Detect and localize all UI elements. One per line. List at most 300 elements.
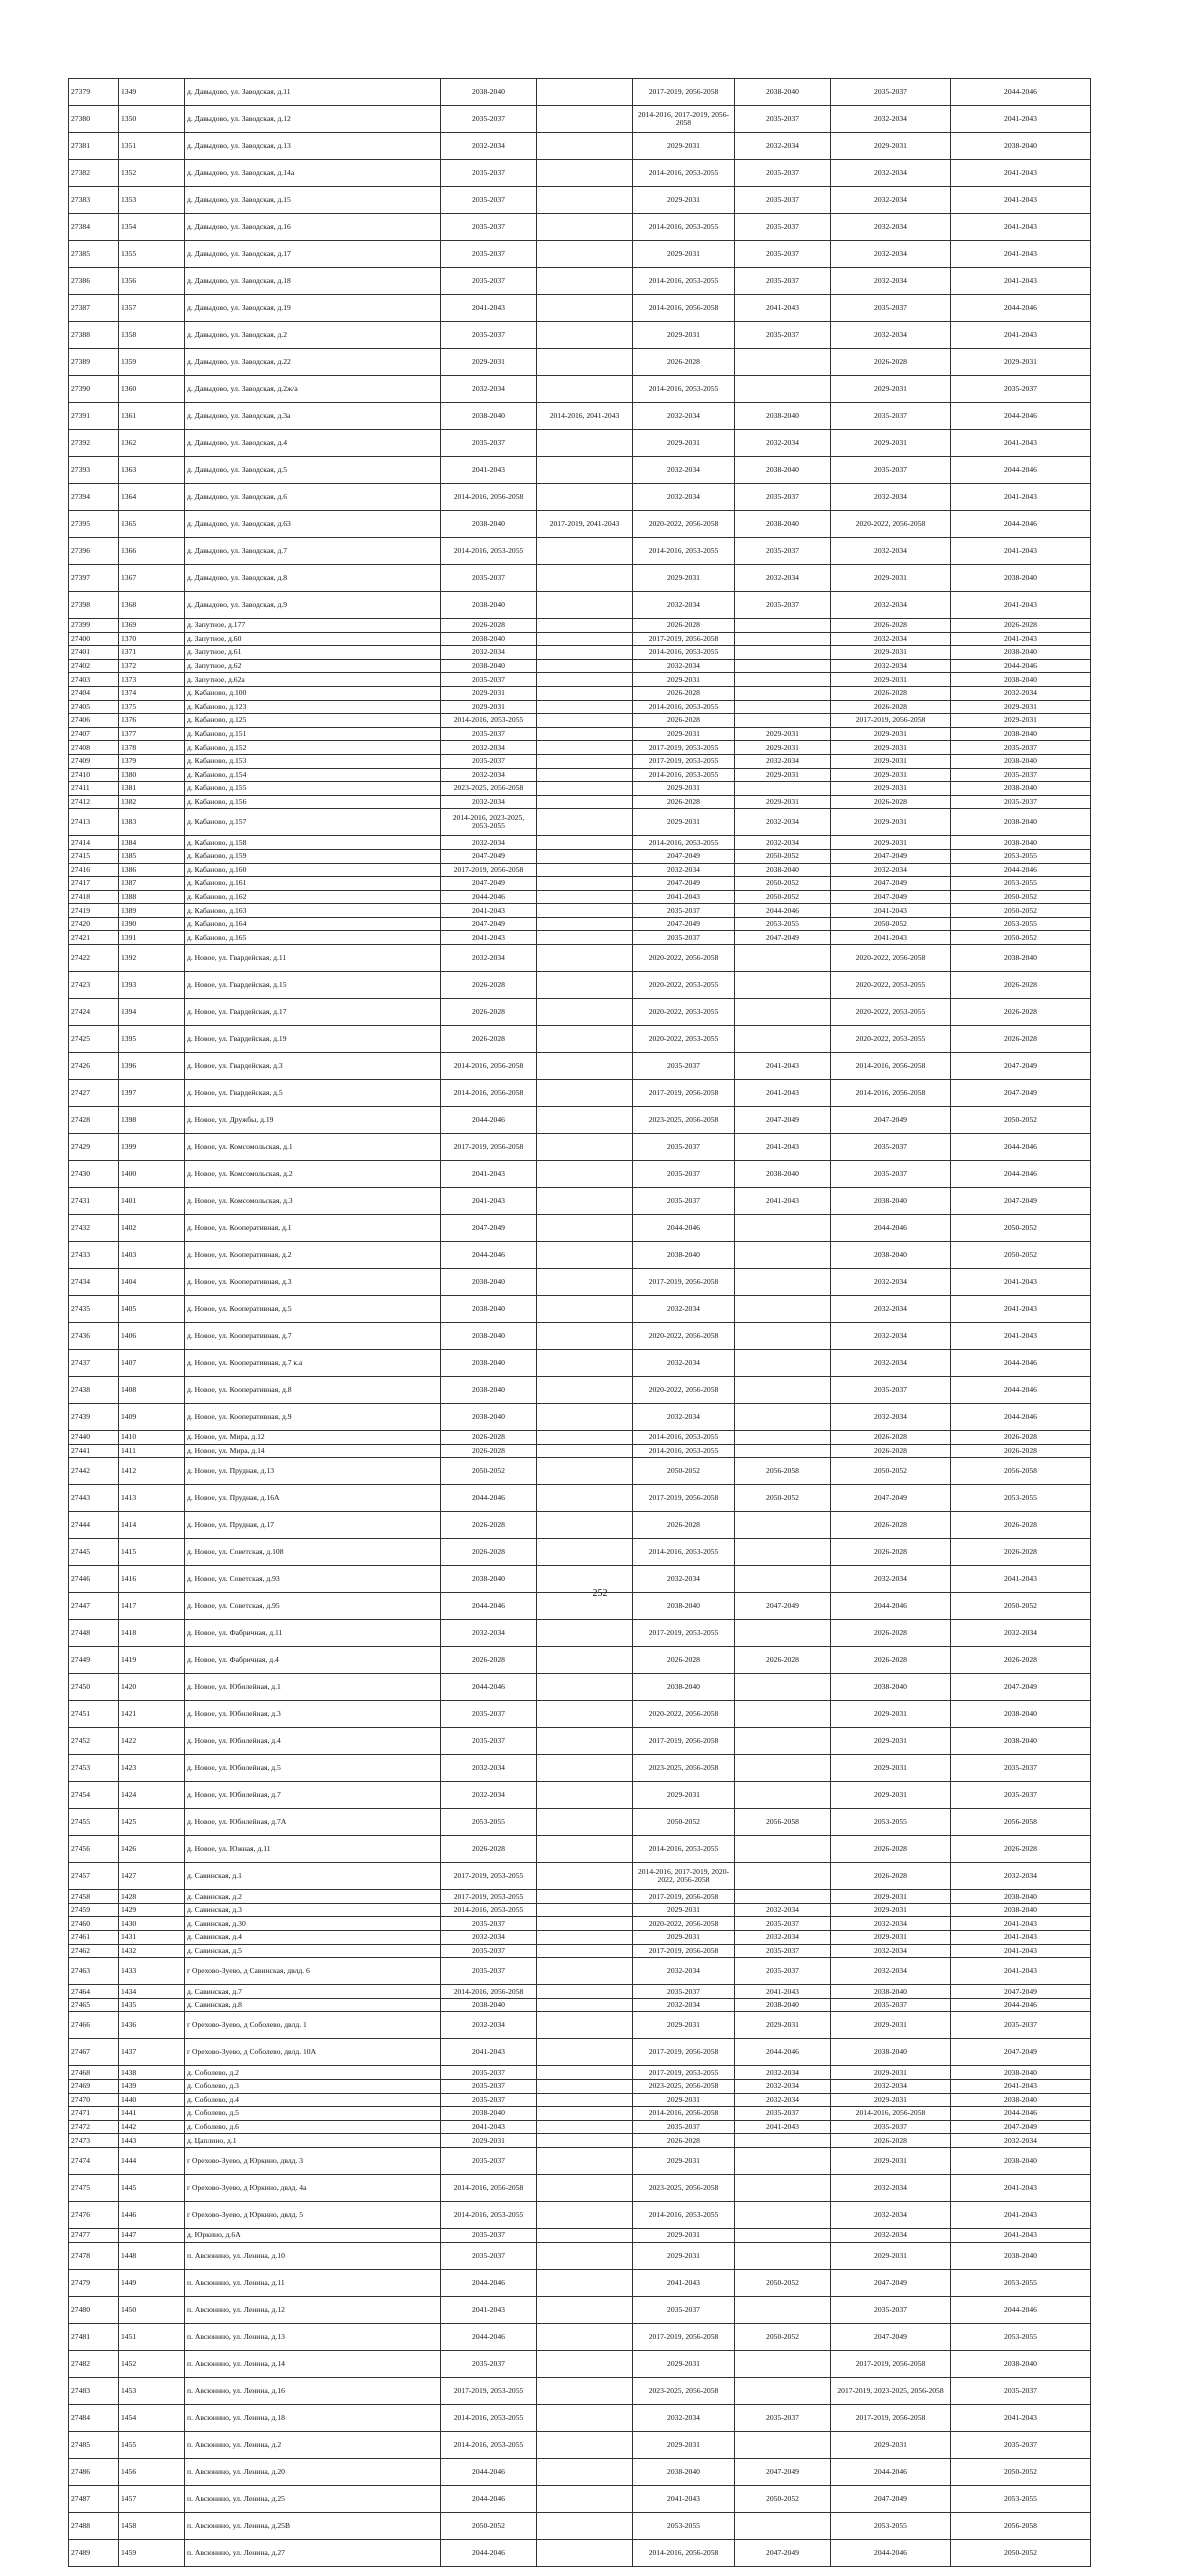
table-cell xyxy=(537,1647,633,1674)
table-cell xyxy=(537,1931,633,1945)
table-row xyxy=(69,295,1091,322)
table-cell: д. Новое, ул. Фабричная, д.11 xyxy=(185,1620,441,1647)
table-cell: д. Новое, ул. Советская, д.93 xyxy=(185,1566,441,1593)
table-row xyxy=(69,2242,1091,2269)
table-row xyxy=(69,1728,1091,1755)
table-cell: 2032-2034 xyxy=(633,457,735,484)
table-cell xyxy=(537,106,633,133)
table-cell: 2035-2037 xyxy=(633,1985,735,1999)
table-cell: д. Кабаново, д.151 xyxy=(185,727,441,741)
table-cell: 2035-2037 xyxy=(831,403,951,430)
table-cell: 2041-2043 xyxy=(735,1188,831,1215)
table-cell: 2050-2052 xyxy=(951,1242,1091,1269)
table-cell: г Орехово-Зуево, д Соболево, двлд. 10А xyxy=(185,2039,441,2066)
table-row xyxy=(69,1053,1091,1080)
table-cell: 2053-2055 xyxy=(951,917,1091,931)
table-cell: 2035-2037 xyxy=(633,1161,735,1188)
table-cell: 2026-2028 xyxy=(441,1836,537,1863)
table-cell: 2044-2046 xyxy=(735,904,831,918)
table-cell: 2038-2040 xyxy=(951,1701,1091,1728)
table-cell: 2026-2028 xyxy=(633,619,735,633)
table-cell: 1428 xyxy=(119,1890,185,1904)
table-cell: 2041-2043 xyxy=(951,241,1091,268)
table-cell: 1351 xyxy=(119,133,185,160)
table-cell: 2035-2037 xyxy=(951,741,1091,755)
table-cell: 2029-2031 xyxy=(633,727,735,741)
table-cell: 2050-2052 xyxy=(441,1458,537,1485)
table-cell xyxy=(537,1701,633,1728)
table-cell: 1354 xyxy=(119,214,185,241)
table-cell: 2044-2046 xyxy=(735,2039,831,2066)
table-cell: 1359 xyxy=(119,349,185,376)
table-cell: 27396 xyxy=(69,538,119,565)
table-cell: 1416 xyxy=(119,1566,185,1593)
table-cell: 2041-2043 xyxy=(633,890,735,904)
table-cell: д. Кабаново, д.155 xyxy=(185,782,441,796)
table-cell: 27487 xyxy=(69,2485,119,2512)
table-row xyxy=(69,727,1091,741)
table-cell: 27399 xyxy=(69,619,119,633)
table-cell: 2035-2037 xyxy=(441,2080,537,2094)
table-cell: 1355 xyxy=(119,241,185,268)
table-cell: д. Новое, ул. Гвардейская, д.5 xyxy=(185,1080,441,1107)
table-cell: п. Авсюнино, ул. Ленина, д.14 xyxy=(185,2350,441,2377)
table-cell: 2017-2019, 2053-2055 xyxy=(633,754,735,768)
table-cell: 2047-2049 xyxy=(735,2458,831,2485)
table-cell: 1353 xyxy=(119,187,185,214)
table-cell: 2032-2034 xyxy=(735,836,831,850)
table-cell: 2047-2049 xyxy=(951,2039,1091,2066)
table-cell: 2017-2019, 2053-2055 xyxy=(633,741,735,755)
table-cell xyxy=(537,241,633,268)
table-cell: п. Авсюнино, ул. Ленина, д.25 xyxy=(185,2485,441,2512)
table-row xyxy=(69,2458,1091,2485)
table-cell: 2029-2031 xyxy=(831,646,951,660)
table-cell: 2038-2040 xyxy=(951,2093,1091,2107)
table-cell: 2044-2046 xyxy=(951,79,1091,106)
table-row xyxy=(69,79,1091,106)
table-cell: 2029-2031 xyxy=(831,565,951,592)
table-cell: 2032-2034 xyxy=(633,659,735,673)
table-cell: п. Авсюнино, ул. Ленина, д.16 xyxy=(185,2377,441,2404)
table-row xyxy=(69,2350,1091,2377)
table-cell: г Орехово-Зуево, д Юркино, двлд. 3 xyxy=(185,2147,441,2174)
table-cell: 2014-2016, 2017-2019, 2056-2058 xyxy=(633,106,735,133)
table-cell: 1387 xyxy=(119,877,185,891)
table-cell: д. Запутное, д.61 xyxy=(185,646,441,660)
table-cell: 2038-2040 xyxy=(735,863,831,877)
table-row xyxy=(69,1296,1091,1323)
table-cell: 2047-2049 xyxy=(951,1985,1091,1999)
table-row xyxy=(69,1512,1091,1539)
table-cell: 2038-2040 xyxy=(441,79,537,106)
table-cell xyxy=(735,1890,831,1904)
table-cell: 1413 xyxy=(119,1485,185,1512)
table-cell: 27484 xyxy=(69,2404,119,2431)
table-cell: 2023-2025, 2056-2058 xyxy=(633,1107,735,1134)
table-cell: 2053-2055 xyxy=(831,2512,951,2539)
table-cell: 2029-2031 xyxy=(831,430,951,457)
table-cell: 2014-2016, 2053-2055 xyxy=(633,538,735,565)
table-cell: 2029-2031 xyxy=(831,1728,951,1755)
table-cell: 27440 xyxy=(69,1431,119,1445)
table-cell: 2041-2043 xyxy=(951,2201,1091,2228)
table-cell: 2035-2037 xyxy=(441,2066,537,2080)
table-cell xyxy=(735,619,831,633)
table-cell: д. Новое, ул. Гвардейская, д.11 xyxy=(185,945,441,972)
table-cell: 2050-2052 xyxy=(441,2512,537,2539)
table-cell: 27410 xyxy=(69,768,119,782)
table-cell xyxy=(735,2147,831,2174)
table-cell: 1440 xyxy=(119,2093,185,2107)
table-cell: 1350 xyxy=(119,106,185,133)
table-cell: 27388 xyxy=(69,322,119,349)
table-cell: д. Савинская, д.7 xyxy=(185,1985,441,1999)
table-cell xyxy=(537,2174,633,2201)
table-cell: 2041-2043 xyxy=(951,1958,1091,1985)
table-cell: 2041-2043 xyxy=(735,2120,831,2134)
table-cell: 2032-2034 xyxy=(735,809,831,836)
table-cell: д. Кабаново, д.158 xyxy=(185,836,441,850)
table-cell: 2032-2034 xyxy=(831,2228,951,2242)
table-cell: 27398 xyxy=(69,592,119,619)
table-cell: 27415 xyxy=(69,849,119,863)
table-row xyxy=(69,2269,1091,2296)
table-cell: д. Новое, ул. Кооперативная, д.8 xyxy=(185,1377,441,1404)
table-cell: 2038-2040 xyxy=(441,632,537,646)
table-row xyxy=(69,1134,1091,1161)
table-cell: 2038-2040 xyxy=(735,511,831,538)
table-cell: д. Давыдово, ул. Заводская, д.3а xyxy=(185,403,441,430)
table-cell: 2041-2043 xyxy=(441,457,537,484)
table-cell: 2035-2037 xyxy=(951,1782,1091,1809)
table-cell: д. Соболево, д.4 xyxy=(185,2093,441,2107)
table-cell: д. Новое, ул. Юбилейная, д.5 xyxy=(185,1755,441,1782)
table-cell: 27448 xyxy=(69,1620,119,1647)
table-cell: 2035-2037 xyxy=(951,376,1091,403)
table-cell: 1384 xyxy=(119,836,185,850)
table-cell: 2050-2052 xyxy=(735,2323,831,2350)
table-cell: 1419 xyxy=(119,1647,185,1674)
table-cell: 2014-2016, 2056-2058 xyxy=(441,1080,537,1107)
table-cell: п. Авсюнино, ул. Ленина, д.25В xyxy=(185,2512,441,2539)
table-cell: 2032-2034 xyxy=(831,2201,951,2228)
table-cell: 2029-2031 xyxy=(441,2134,537,2148)
table-cell: 1372 xyxy=(119,659,185,673)
table-cell: 2023-2025, 2056-2058 xyxy=(441,782,537,796)
table-cell xyxy=(537,1026,633,1053)
table-cell: 2032-2034 xyxy=(735,133,831,160)
table-cell: 2032-2034 xyxy=(831,2080,951,2094)
table-cell: 1361 xyxy=(119,403,185,430)
table-cell xyxy=(735,1242,831,1269)
table-cell: 27460 xyxy=(69,1917,119,1931)
table-cell: 2017-2019, 2056-2058 xyxy=(633,1728,735,1755)
table-cell: 2026-2028 xyxy=(633,349,735,376)
table-cell: 27408 xyxy=(69,741,119,755)
table-cell: 2014-2016, 2041-2043 xyxy=(537,403,633,430)
table-cell: 2032-2034 xyxy=(441,1782,537,1809)
table-cell: 27407 xyxy=(69,727,119,741)
table-cell: 2035-2037 xyxy=(831,2296,951,2323)
table-cell: 1366 xyxy=(119,538,185,565)
table-cell xyxy=(537,2242,633,2269)
table-cell: 1381 xyxy=(119,782,185,796)
table-cell xyxy=(735,349,831,376)
table-row xyxy=(69,741,1091,755)
table-cell xyxy=(735,714,831,728)
table-cell: 2020-2022, 2053-2055 xyxy=(831,999,951,1026)
table-cell: 27406 xyxy=(69,714,119,728)
table-cell xyxy=(537,2458,633,2485)
table-cell: 2029-2031 xyxy=(831,133,951,160)
table-cell: 2026-2028 xyxy=(633,1512,735,1539)
table-cell: 27454 xyxy=(69,1782,119,1809)
table-cell: 2029-2031 xyxy=(831,1755,951,1782)
table-cell: 2014-2016, 2023-2025, 2053-2055 xyxy=(441,809,537,836)
table-cell xyxy=(537,686,633,700)
table-cell: 1446 xyxy=(119,2201,185,2228)
table-cell: 2044-2046 xyxy=(951,1134,1091,1161)
table-cell xyxy=(735,1701,831,1728)
page-number: 252 xyxy=(592,1588,608,1599)
table-cell: 2047-2049 xyxy=(831,2485,951,2512)
table-cell xyxy=(735,2350,831,2377)
table-cell: 2029-2031 xyxy=(831,1931,951,1945)
table-cell: 2029-2031 xyxy=(831,754,951,768)
table-cell: д. Давыдово, ул. Заводская, д.4 xyxy=(185,430,441,457)
table-cell: 2029-2031 xyxy=(633,782,735,796)
table-cell: 2014-2016, 2056-2058 xyxy=(633,2107,735,2121)
table-cell xyxy=(537,1215,633,1242)
table-cell: 2017-2019, 2056-2058 xyxy=(633,1944,735,1958)
table-cell xyxy=(735,972,831,999)
table-cell: 1363 xyxy=(119,457,185,484)
table-cell: 2050-2052 xyxy=(633,1458,735,1485)
table-cell: д. Новое, ул. Комсомольская, д.1 xyxy=(185,1134,441,1161)
table-cell: 27412 xyxy=(69,795,119,809)
table-cell xyxy=(537,646,633,660)
table-cell xyxy=(537,2539,633,2566)
table-row xyxy=(69,646,1091,660)
table-cell: 2029-2031 xyxy=(831,2066,951,2080)
table-cell xyxy=(735,1404,831,1431)
table-cell: 2035-2037 xyxy=(735,2107,831,2121)
table-cell: 1424 xyxy=(119,1782,185,1809)
table-cell: 1379 xyxy=(119,754,185,768)
table-cell: 2044-2046 xyxy=(951,511,1091,538)
table-cell: 27433 xyxy=(69,1242,119,1269)
table-cell: 2032-2034 xyxy=(831,1269,951,1296)
table-cell: 2032-2034 xyxy=(633,1566,735,1593)
table-cell: 2044-2046 xyxy=(951,295,1091,322)
table-cell: д. Кабаново, д.154 xyxy=(185,768,441,782)
table-cell: 1423 xyxy=(119,1755,185,1782)
table-cell xyxy=(537,1755,633,1782)
table-cell: 2029-2031 xyxy=(831,376,951,403)
table-cell: 2029-2031 xyxy=(951,349,1091,376)
table-cell: д. Давыдово, ул. Заводская, д.17 xyxy=(185,241,441,268)
table-cell xyxy=(537,2012,633,2039)
table-cell: 27444 xyxy=(69,1512,119,1539)
table-cell xyxy=(735,1512,831,1539)
table-cell: 2029-2031 xyxy=(441,686,537,700)
table-cell: д. Новое, ул. Советская, д.108 xyxy=(185,1539,441,1566)
table-cell: 2047-2049 xyxy=(735,1593,831,1620)
table-cell: 1443 xyxy=(119,2134,185,2148)
table-cell: 27472 xyxy=(69,2120,119,2134)
table-cell: 2029-2031 xyxy=(633,187,735,214)
table-cell: 2032-2034 xyxy=(831,1323,951,1350)
table-row xyxy=(69,1242,1091,1269)
table-cell: 2020-2022, 2053-2055 xyxy=(633,999,735,1026)
table-cell: 2017-2019, 2056-2058 xyxy=(633,1269,735,1296)
table-cell: 1412 xyxy=(119,1458,185,1485)
table-cell: 2050-2052 xyxy=(951,2458,1091,2485)
table-cell: д. Новое, ул. Прудная, д.17 xyxy=(185,1512,441,1539)
table-cell: 2035-2037 xyxy=(735,1917,831,1931)
table-cell: 2020-2022, 2056-2058 xyxy=(633,1701,735,1728)
table-cell: 2032-2034 xyxy=(735,430,831,457)
table-cell: 2035-2037 xyxy=(441,2228,537,2242)
table-cell: 2014-2016, 2053-2055 xyxy=(633,836,735,850)
table-cell: 2038-2040 xyxy=(441,403,537,430)
table-row xyxy=(69,2093,1091,2107)
table-cell: 1401 xyxy=(119,1188,185,1215)
table-cell: 1409 xyxy=(119,1404,185,1431)
table-cell xyxy=(735,1215,831,1242)
table-cell: 2038-2040 xyxy=(633,1674,735,1701)
table-row xyxy=(69,1998,1091,2012)
table-cell: 27463 xyxy=(69,1958,119,1985)
table-row xyxy=(69,1485,1091,1512)
table-cell: 2026-2028 xyxy=(951,999,1091,1026)
table-cell: 27411 xyxy=(69,782,119,796)
table-cell xyxy=(537,322,633,349)
table-cell: 2032-2034 xyxy=(633,403,735,430)
table-cell xyxy=(537,214,633,241)
table-cell: 2050-2052 xyxy=(951,890,1091,904)
table-cell: 2041-2043 xyxy=(441,2120,537,2134)
table-cell: 2047-2049 xyxy=(441,1215,537,1242)
table-cell: 27401 xyxy=(69,646,119,660)
table-row xyxy=(69,2431,1091,2458)
table-cell: 1406 xyxy=(119,1323,185,1350)
table-cell: д. Цаплино, д.1 xyxy=(185,2134,441,2148)
table-cell xyxy=(735,1728,831,1755)
table-cell: 2026-2028 xyxy=(441,999,537,1026)
table-cell: п. Авсюнино, ул. Ленина, д.27 xyxy=(185,2539,441,2566)
table-cell: 2029-2031 xyxy=(633,133,735,160)
table-cell: 2035-2037 xyxy=(735,160,831,187)
table-cell: 2032-2034 xyxy=(633,1998,735,2012)
table-cell: 27482 xyxy=(69,2350,119,2377)
table-cell: 2047-2049 xyxy=(831,2269,951,2296)
table-cell: 2035-2037 xyxy=(441,673,537,687)
table-cell: 1373 xyxy=(119,673,185,687)
table-cell: п. Авсюнино, ул. Ленина, д.20 xyxy=(185,2458,441,2485)
table-cell: 2035-2037 xyxy=(441,2093,537,2107)
table-cell: 1368 xyxy=(119,592,185,619)
table-cell: 2029-2031 xyxy=(831,836,951,850)
table-cell: 2035-2037 xyxy=(735,1944,831,1958)
table-cell: 2053-2055 xyxy=(951,849,1091,863)
table-cell: 1349 xyxy=(119,79,185,106)
table-row xyxy=(69,754,1091,768)
table-cell: 2041-2043 xyxy=(441,904,537,918)
table-cell: 27465 xyxy=(69,1998,119,2012)
table-cell: 27471 xyxy=(69,2107,119,2121)
table-row xyxy=(69,849,1091,863)
table-cell: 2038-2040 xyxy=(951,2147,1091,2174)
table-cell: д. Запутное, д.62а xyxy=(185,673,441,687)
table-cell: 2026-2028 xyxy=(441,1539,537,1566)
table-cell: 2014-2016, 2053-2055 xyxy=(633,768,735,782)
table-cell xyxy=(537,538,633,565)
table-cell: 2038-2040 xyxy=(441,2107,537,2121)
table-cell: 27445 xyxy=(69,1539,119,1566)
table-cell: д. Новое, ул. Кооперативная, д.7 к.а xyxy=(185,1350,441,1377)
table-cell: 2044-2046 xyxy=(441,1107,537,1134)
table-cell: 1439 xyxy=(119,2080,185,2094)
table-cell: 2044-2046 xyxy=(831,1593,951,1620)
table-cell: 27390 xyxy=(69,376,119,403)
table-cell: 2038-2040 xyxy=(441,1296,537,1323)
table-cell xyxy=(537,768,633,782)
table-cell: 2014-2016, 2053-2055 xyxy=(441,2404,537,2431)
table-row xyxy=(69,1809,1091,1836)
table-cell: д. Новое, ул. Прудная, д.13 xyxy=(185,1458,441,1485)
table-cell: 1432 xyxy=(119,1944,185,1958)
table-cell: 2038-2040 xyxy=(441,1269,537,1296)
table-cell: 1395 xyxy=(119,1026,185,1053)
table-cell: 2029-2031 xyxy=(831,2431,951,2458)
table-cell: д. Соболево, д.2 xyxy=(185,2066,441,2080)
table-cell: 2026-2028 xyxy=(951,1444,1091,1458)
table-cell: 27382 xyxy=(69,160,119,187)
table-cell xyxy=(735,2134,831,2148)
table-cell xyxy=(537,849,633,863)
table-row xyxy=(69,673,1091,687)
table-cell: 2026-2028 xyxy=(951,1836,1091,1863)
table-cell: 2035-2037 xyxy=(951,768,1091,782)
table-cell xyxy=(537,2066,633,2080)
table-cell: д. Новое, ул. Гвардейская, д.3 xyxy=(185,1053,441,1080)
table-cell xyxy=(537,133,633,160)
table-cell: 2029-2031 xyxy=(735,727,831,741)
table-cell: 2044-2046 xyxy=(831,2458,951,2485)
table-cell: 1367 xyxy=(119,565,185,592)
table-cell: 2035-2037 xyxy=(441,160,537,187)
table-cell xyxy=(537,754,633,768)
capital-repair-schedule-table xyxy=(68,78,1091,2567)
table-cell: 27417 xyxy=(69,877,119,891)
table-cell: 2014-2016, 2056-2058 xyxy=(441,1053,537,1080)
table-cell: 1445 xyxy=(119,2174,185,2201)
table-cell: 2029-2031 xyxy=(633,809,735,836)
table-cell: 27473 xyxy=(69,2134,119,2148)
table-cell: 2026-2028 xyxy=(831,1647,951,1674)
table-cell: 27455 xyxy=(69,1809,119,1836)
table-cell: 2038-2040 xyxy=(951,673,1091,687)
table-cell: 2038-2040 xyxy=(441,592,537,619)
table-cell xyxy=(537,2107,633,2121)
table-cell: 2035-2037 xyxy=(441,1944,537,1958)
table-cell: д. Давыдово, ул. Заводская, д.63 xyxy=(185,511,441,538)
table-cell: 1407 xyxy=(119,1350,185,1377)
table-cell: 2020-2022, 2056-2058 xyxy=(633,511,735,538)
table-cell: 2041-2043 xyxy=(951,2080,1091,2094)
